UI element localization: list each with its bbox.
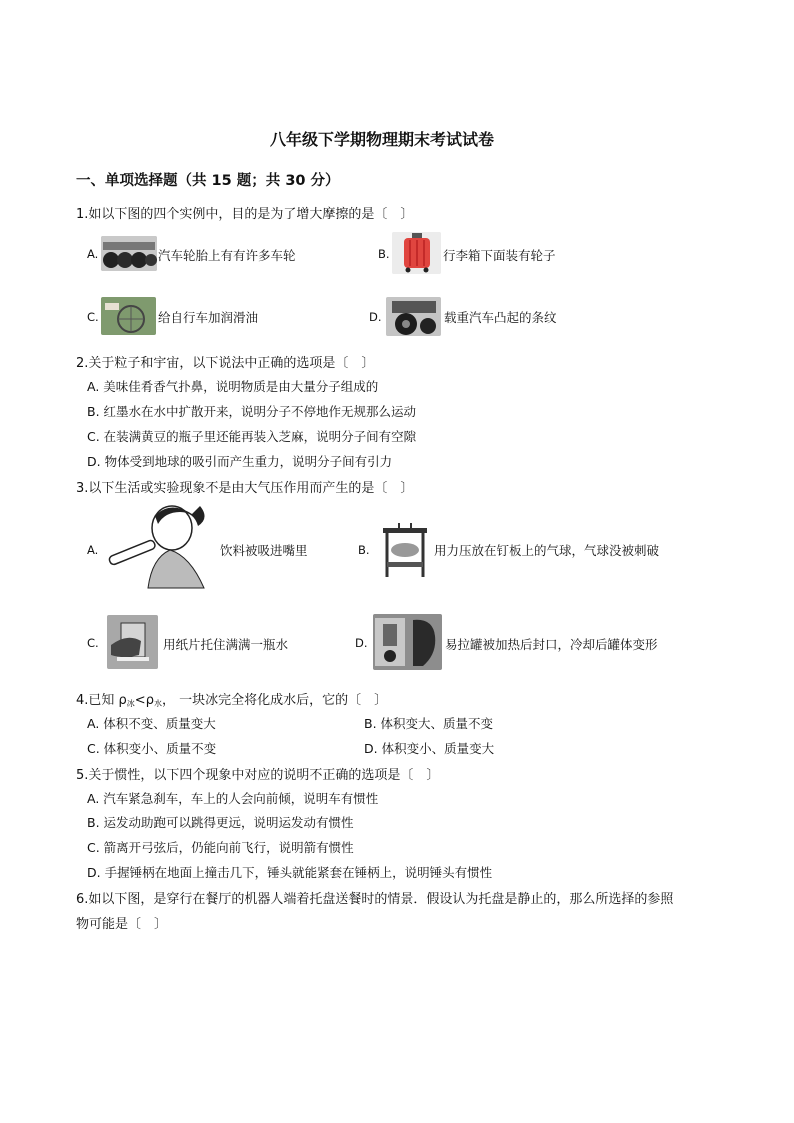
q2-option-d: D. 物体受到地球的吸引而产生重力，说明分子间有引力 bbox=[87, 454, 393, 469]
q4-option-a: A. 体积不变、质量变大 bbox=[87, 716, 216, 731]
q4-stem-mid: <ρ bbox=[134, 693, 154, 708]
q1-option-d-text: 载重汽车凸起的条纹 bbox=[444, 310, 557, 325]
q3-option-d-text: 易拉罐被加热后封口，冷却后罐体变形 bbox=[445, 637, 658, 652]
q4-option-d: D. 体积变小、质量变大 bbox=[364, 741, 495, 756]
question-6-line-2: 物可能是〔 〕 bbox=[76, 917, 168, 932]
question-4-stem bbox=[76, 689, 387, 709]
q5-option-c: C. 箭离开弓弦后，仍能向前飞行，说明箭有惯性 bbox=[87, 840, 354, 855]
truck-wheels-image bbox=[101, 236, 157, 271]
q3-option-a-text: 饮料被吸进嘴里 bbox=[220, 543, 308, 558]
q3-option-b-label: B. bbox=[358, 543, 370, 557]
tractor-tire-image bbox=[386, 297, 441, 336]
q4-subscript-ice: 冰 bbox=[126, 699, 135, 708]
q4-subscript-water: 水 bbox=[153, 699, 162, 708]
nail-board-image bbox=[379, 522, 431, 579]
q3-option-b-text: 用力压放在钉板上的气球，气球没被刺破 bbox=[434, 543, 660, 558]
q3-option-c-label: C. bbox=[87, 636, 99, 650]
girl-drinking-image bbox=[100, 498, 218, 593]
q4-stem-suffix: ， 一块冰完全将化成水后，它的〔 〕 bbox=[161, 693, 388, 708]
q1-option-b-label: B. bbox=[378, 247, 390, 261]
page-title: 八年级下学期物理期末考试试卷 bbox=[270, 130, 495, 149]
q1-option-a-label: A. bbox=[87, 247, 99, 261]
q5-option-b: B. 运发动助跑可以跳得更远，说明运发动有惯性 bbox=[87, 815, 354, 830]
q5-option-a: A. 汽车紧急刹车，车上的人会向前倾，说明车有惯性 bbox=[87, 791, 379, 806]
q4-stem-prefix: 4.已知 ρ bbox=[76, 693, 127, 708]
section-heading: 一、单项选择题（共 15 题；共 30 分） bbox=[76, 173, 340, 189]
question-5-stem: 5.关于惯性，以下四个现象中对应的说明不正确的选项是〔 〕 bbox=[76, 768, 440, 783]
q1-option-c-label: C. bbox=[87, 310, 99, 324]
q3-option-d-label: D. bbox=[355, 636, 368, 650]
q1-option-a-text: 汽车轮胎上有有许多车轮 bbox=[158, 248, 296, 263]
q2-option-a: A. 美味佳肴香气扑鼻，说明物质是由大量分子组成的 bbox=[87, 379, 379, 394]
q3-option-c-text: 用纸片托住满满一瓶水 bbox=[163, 637, 289, 652]
q5-option-d: D. 手握锤柄在地面上撞击几下，锤头就能紧套在锤柄上，说明锤头有惯性 bbox=[87, 865, 493, 880]
q4-option-b: B. 体积变大、质量不变 bbox=[364, 716, 494, 731]
q2-option-c: C. 在装满黄豆的瓶子里还能再装入芝麻，说明分子间有空隙 bbox=[87, 429, 417, 444]
q1-option-c-text: 给自行车加润滑油 bbox=[158, 310, 259, 325]
q2-option-b: B. 红墨水在水中扩散开来，说明分子不停地作无规那么运动 bbox=[87, 404, 417, 419]
suitcase-image bbox=[392, 232, 441, 274]
bicycle-oil-image bbox=[101, 297, 156, 335]
q1-option-b-text: 行李箱下面装有轮子 bbox=[443, 248, 556, 263]
q4-option-c: C. 体积变小、质量不变 bbox=[87, 741, 217, 756]
question-6-line-1: 6.如以下图，是穿行在餐厅的机器人端着托盘送餐时的情景．假设认为托盘是静止的，那么所选择的参照 bbox=[76, 892, 674, 907]
paper-cup-image bbox=[107, 615, 158, 669]
question-2-stem: 2.关于粒子和宇宙，以下说法中正确的选项是〔 〕 bbox=[76, 356, 375, 371]
can-heating-image bbox=[373, 614, 442, 670]
question-3-stem: 3.以下生活或实验现象不是由大气压作用而产生的是〔 〕 bbox=[76, 481, 414, 496]
question-1-stem: 1.如以下图的四个实例中，目的是为了增大摩擦的是〔 〕 bbox=[76, 207, 414, 222]
q3-option-a-label: A. bbox=[87, 543, 99, 557]
q1-option-d-label: D. bbox=[369, 310, 382, 324]
